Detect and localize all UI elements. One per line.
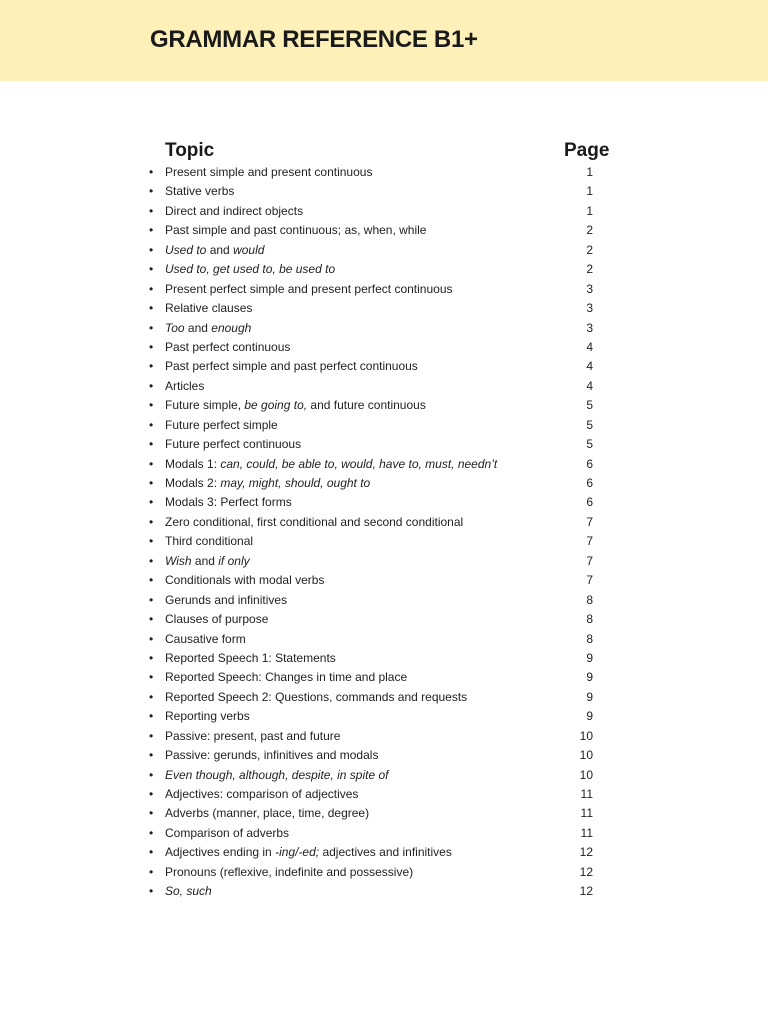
topic-segment: Passive: gerunds, infinitives and modals [165, 748, 379, 763]
topic-label [165, 571, 324, 590]
topic-label [165, 416, 278, 435]
topic-label [165, 668, 407, 687]
topic-segment: Past simple and past continuous; as, when, while [165, 223, 427, 238]
page-number: 7 [586, 553, 593, 568]
topic-segment: Present simple and present continuous [165, 165, 373, 179]
topic-segment: Adjectives: comparison of adjectives [165, 787, 359, 801]
topic-label [165, 319, 251, 338]
topic-label [165, 435, 301, 454]
list-item [0, 493, 768, 512]
topic-segment: Reported Speech 2: Questions, commands and requests [165, 689, 468, 704]
bullet-icon: • [149, 787, 154, 801]
list-item [0, 357, 768, 376]
topic-label [165, 493, 292, 512]
bullet-icon: • [149, 184, 154, 199]
list-item [0, 202, 768, 221]
bullet-icon: • [149, 223, 154, 238]
topic-segment: Reporting verbs [165, 709, 250, 724]
topic-label [165, 610, 268, 629]
bullet-icon: • [149, 339, 154, 354]
page-number: 2 [586, 223, 593, 238]
topic-label [165, 863, 413, 882]
page-number: 2 [586, 242, 593, 257]
topic-label [165, 532, 253, 551]
topic-label [165, 280, 453, 299]
topic-segment: enough [211, 320, 252, 335]
topic-segment: and [206, 242, 234, 257]
bullet-icon: • [149, 476, 154, 490]
list-item [0, 513, 768, 532]
topic-segment: Future perfect simple [165, 417, 278, 432]
page-number: 3 [586, 301, 593, 316]
topic-segment: So, such [165, 884, 212, 899]
bullet-icon: • [149, 203, 154, 218]
list-item [0, 377, 768, 396]
page-number: 6 [586, 456, 593, 471]
topic-label [165, 299, 252, 318]
topic-segment: Wish [165, 553, 192, 568]
list-item [0, 688, 768, 707]
topic-label [165, 591, 287, 610]
bullet-icon: • [149, 728, 154, 743]
bullet-icon: • [149, 398, 154, 413]
topic-segment: be going to, [244, 398, 308, 413]
topic-segment: may, might, should, ought to [220, 476, 371, 490]
topic-label [165, 513, 463, 532]
page-number: 4 [586, 339, 593, 354]
bullet-icon: • [149, 631, 154, 646]
bullet-icon: • [149, 767, 154, 782]
list-item [0, 804, 768, 823]
topic-segment: Stative verbs [165, 184, 235, 199]
topic-segment: Gerunds and infinitives [165, 592, 288, 607]
bullet-icon: • [149, 378, 154, 393]
page-number: 10 [579, 767, 593, 782]
topic-label [165, 843, 452, 862]
topic-segment: and [191, 553, 219, 568]
list-item [0, 280, 768, 299]
topic-label [165, 552, 250, 571]
bullet-icon: • [149, 670, 154, 685]
page-number: 1 [586, 165, 593, 179]
list-item [0, 843, 768, 862]
topic-label [165, 396, 426, 415]
page-number: 6 [586, 476, 593, 490]
list-item [0, 668, 768, 687]
contents-list [0, 163, 768, 902]
bullet-icon: • [149, 553, 154, 568]
bullet-icon: • [149, 514, 154, 529]
topic-column-heading: Topic [165, 140, 215, 161]
topic-segment: Causative form [165, 631, 246, 646]
topic-segment: Modals 3: Perfect forms [165, 495, 292, 510]
topic-segment: Modals 1: [165, 456, 221, 471]
list-item [0, 163, 768, 182]
topic-label [165, 221, 426, 240]
bullet-icon: • [149, 320, 154, 335]
topic-label [165, 882, 212, 901]
topic-segment: Clauses of purpose [165, 612, 269, 627]
bullet-icon: • [149, 495, 154, 510]
topic-segment: Pronouns (reflexive, indefinite and possessive) [165, 864, 414, 879]
list-item [0, 766, 768, 785]
topic-segment: if only [218, 553, 250, 568]
topic-label [165, 338, 290, 357]
topic-label [165, 241, 264, 260]
page-number: 3 [586, 320, 593, 335]
topic-segment: Modals 2: [165, 476, 221, 490]
topic-label [165, 746, 378, 765]
topic-segment: Direct and indirect objects [165, 203, 304, 218]
page-number: 12 [579, 845, 593, 860]
topic-label [165, 163, 372, 182]
topic-segment: Adjectives ending in [165, 845, 276, 860]
list-item [0, 591, 768, 610]
bullet-icon: • [149, 884, 154, 899]
page-number: 1 [586, 203, 593, 218]
bullet-icon: • [149, 242, 154, 257]
topic-label [165, 785, 358, 804]
bullet-icon: • [149, 301, 154, 316]
topic-label [165, 182, 234, 201]
topic-segment: Used to, get used to, be used to [165, 262, 336, 277]
page-number: 11 [580, 825, 593, 840]
topic-label [165, 824, 289, 843]
topic-segment: Even though, although, despite, in spite of [165, 767, 389, 782]
bullet-icon: • [149, 845, 154, 860]
bullet-icon: • [149, 650, 154, 665]
topic-segment: would [233, 242, 265, 257]
list-item [0, 552, 768, 571]
page-number: 6 [586, 495, 593, 510]
list-item [0, 707, 768, 726]
topic-segment: adjectives and infinitives [319, 845, 452, 860]
topic-segment: Third conditional [165, 534, 254, 549]
topic-segment: Articles [165, 378, 205, 393]
list-item [0, 416, 768, 435]
list-item [0, 474, 768, 493]
topic-segment: Past perfect continuous [165, 339, 291, 354]
topic-label [165, 688, 467, 707]
page-number: 5 [586, 398, 593, 413]
page-number: 7 [586, 573, 593, 588]
bullet-icon: • [149, 592, 154, 607]
list-item [0, 824, 768, 843]
bullet-icon: • [149, 864, 154, 879]
page-number: 7 [586, 534, 593, 549]
topic-segment: Zero conditional, first conditional and second conditional [165, 514, 464, 529]
list-item [0, 241, 768, 260]
list-item [0, 455, 768, 474]
list-item [0, 571, 768, 590]
page-number: 2 [586, 262, 593, 277]
topic-label [165, 377, 204, 396]
list-item [0, 182, 768, 201]
topic-segment: Future simple, [165, 398, 245, 413]
page-number: 10 [579, 748, 593, 763]
page-number: 12 [579, 864, 593, 879]
bullet-icon: • [149, 281, 154, 296]
page-number: 8 [586, 631, 593, 646]
list-item [0, 221, 768, 240]
page-number: 5 [586, 437, 593, 452]
bullet-icon: • [149, 689, 154, 704]
page-number: 8 [586, 612, 593, 627]
topic-segment: Too [165, 320, 185, 335]
page-number: 11 [580, 806, 593, 821]
page-number: 9 [586, 670, 593, 685]
bullet-icon: • [149, 534, 154, 549]
list-item [0, 299, 768, 318]
list-item [0, 435, 768, 454]
topic-segment: Passive: present, past and future [165, 728, 341, 743]
bullet-icon: • [149, 165, 154, 179]
topic-label [165, 357, 418, 376]
topic-segment: Used to [165, 242, 207, 257]
page-number: 4 [586, 378, 593, 393]
topic-segment: Reported Speech: Changes in time and place [165, 670, 408, 685]
page-number: 1 [586, 184, 593, 199]
page-number: 10 [579, 728, 593, 743]
topic-segment: Past perfect simple and past perfect continuous [165, 359, 418, 374]
topic-segment: Conditionals with modal verbs [165, 573, 325, 588]
topic-segment: Adverbs (manner, place, time, degree) [165, 806, 370, 821]
bullet-icon: • [149, 359, 154, 374]
topic-label [165, 260, 335, 279]
bullet-icon: • [149, 825, 154, 840]
page-title: GRAMMAR REFERENCE B1+ [150, 26, 478, 53]
bullet-icon: • [149, 806, 154, 821]
topic-label [165, 707, 250, 726]
bullet-icon: • [149, 748, 154, 763]
bullet-icon: • [149, 573, 154, 588]
list-item [0, 630, 768, 649]
topic-label [165, 766, 389, 785]
page-number: 3 [586, 281, 593, 296]
topic-label [165, 649, 336, 668]
topic-segment: Future perfect continuous [165, 437, 302, 452]
page-number: 7 [586, 514, 593, 529]
topic-segment: Comparison of adverbs [165, 825, 290, 840]
topic-label [165, 202, 303, 221]
bullet-icon: • [149, 437, 154, 452]
topic-segment: and [184, 320, 212, 335]
list-item [0, 319, 768, 338]
page-number: 4 [586, 359, 593, 374]
topic-label [165, 630, 246, 649]
header-band [0, 0, 768, 81]
page-number: 5 [586, 417, 593, 432]
bullet-icon: • [149, 262, 154, 277]
topic-segment: Present perfect simple and present perfect continuous [165, 281, 453, 296]
bullet-icon: • [149, 612, 154, 627]
list-item [0, 396, 768, 415]
list-item [0, 746, 768, 765]
page-number: 8 [586, 592, 593, 607]
topic-label [165, 804, 369, 823]
list-item [0, 882, 768, 901]
topic-label [165, 727, 340, 746]
page-number: 9 [586, 650, 593, 665]
topic-label [165, 474, 370, 493]
bullet-icon: • [149, 417, 154, 432]
page-number: 9 [586, 689, 593, 704]
page-column-heading: Page [564, 140, 610, 161]
list-item [0, 610, 768, 629]
list-item [0, 727, 768, 746]
bullet-icon: • [149, 709, 154, 724]
list-item [0, 532, 768, 551]
topic-segment: Reported Speech 1: Statements [165, 650, 336, 665]
list-item [0, 863, 768, 882]
list-item [0, 649, 768, 668]
list-item [0, 338, 768, 357]
topic-label [165, 455, 497, 474]
page-number: 12 [579, 884, 593, 899]
list-item [0, 260, 768, 279]
bullet-icon: • [149, 456, 154, 471]
topic-segment: Relative clauses [165, 301, 253, 316]
page-number: 9 [586, 709, 593, 724]
topic-segment: can, could, be able to, would, have to, must, needn’t [220, 456, 498, 471]
page-number: 11 [580, 787, 593, 801]
topic-segment: -ing/-ed; [275, 845, 320, 860]
list-item [0, 785, 768, 804]
topic-segment: and future continuous [307, 398, 426, 413]
